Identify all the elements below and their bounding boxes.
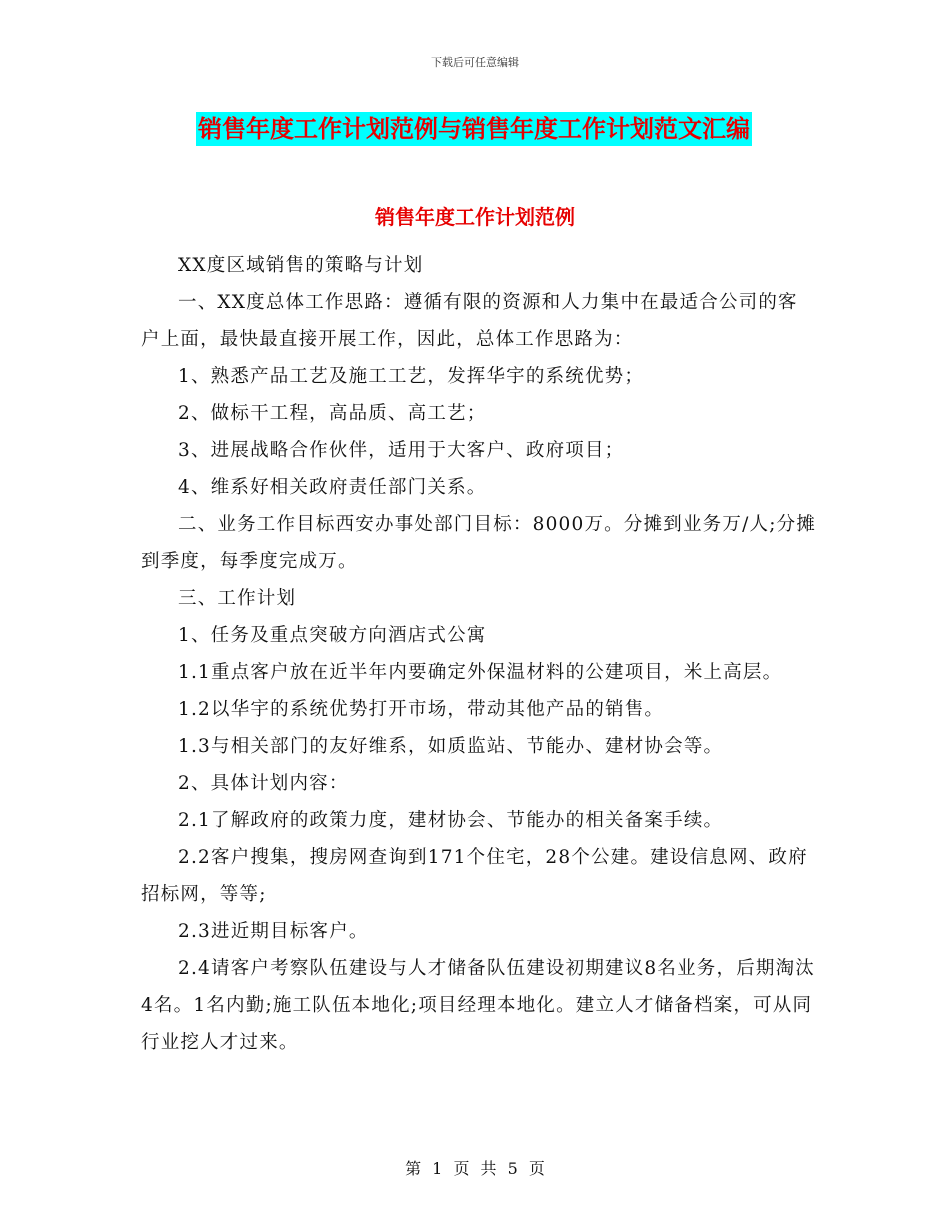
paragraph: 三、工作计划 [178,588,297,609]
paragraph: 1.2以华宇的系统优势打开市场，带动其他产品的销售。 [178,699,665,720]
paragraph: XX度区域销售的策略与计划 [178,255,424,276]
paragraph: 二、业务工作目标西安办事处部门目标：8000万。分摊到业务万/人;分摊到季度，每季度完成万。 [141,514,817,572]
section-title: 销售年度工作计划范例 [375,205,575,229]
paragraph: 4、维系好相关政府责任部门关系。 [178,477,487,498]
paragraph: 2、具体计划内容： [178,773,349,794]
page-header: 下载后可任意编辑 [431,56,519,69]
paragraph: 1、任务及重点突破方向酒店式公寓 [178,625,487,646]
paragraph: 2.4请客户考察队伍建设与人才储备队伍建设初期建议8名业务，后期淘汰4名。1名内勤;施工队伍本地化;项目经理本地化。建立人才储备档案，可从同行业挖人才过来。 [141,958,815,1053]
paragraph: 2.3进近期目标客户。 [178,921,369,942]
document-body [141,247,817,1061]
document-title: 销售年度工作计划范例与销售年度工作计划范文汇编 [196,112,752,146]
paragraph: 2.1了解政府的政策力度，建材协会、节能办的相关备案手续。 [178,810,724,831]
page-footer: 第 1 页 共 5 页 [405,1159,545,1178]
paragraph: 一、XX度总体工作思路：遵循有限的资源和人力集中在最适合公司的客户上面，最快最直接开展工作，因此，总体工作思路为： [141,292,798,350]
paragraph: 2.2客户搜集，搜房网查询到171个住宅，28个公建。建设信息网、政府招标网，等等; [141,847,808,905]
paragraph: 1、熟悉产品工艺及施工工艺，发挥华宇的系统优势； [178,366,645,387]
paragraph: 2、做标干工程，高品质、高工艺； [178,403,487,424]
paragraph: 3、进展战略合作伙伴，适用于大客户、政府项目； [178,440,625,461]
paragraph: 1.1重点客户放在近半年内要确定外保温材料的公建项目，米上高层。 [178,662,783,683]
paragraph: 1.3与相关部门的友好维系，如质监站、节能办、建材协会等。 [178,736,724,757]
